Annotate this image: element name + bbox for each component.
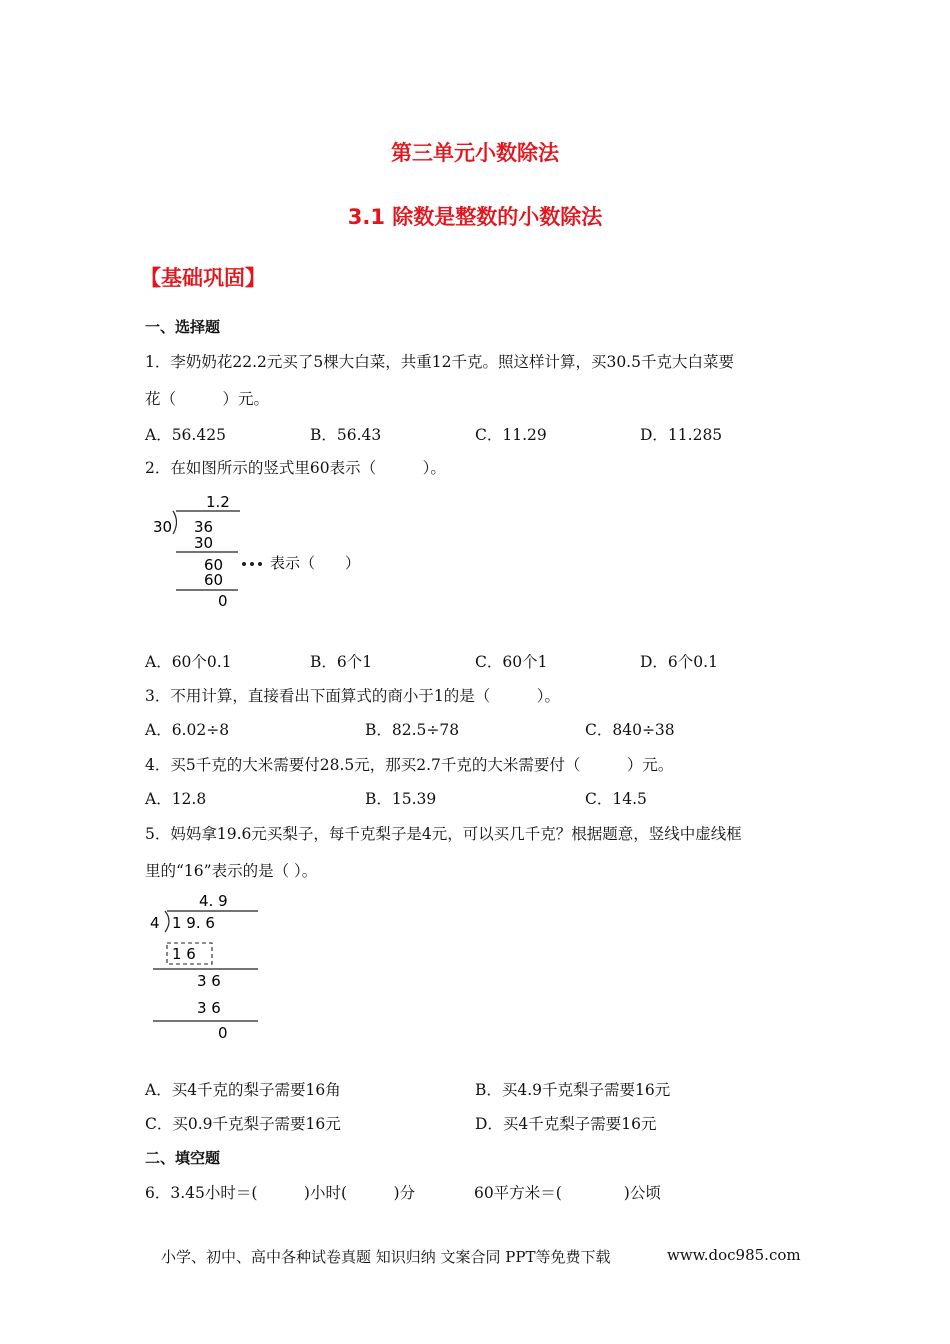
q3-option-b[interactable]: B．82.5÷78 [365, 721, 460, 739]
q2-option-c[interactable]: C．60个1 [475, 653, 548, 671]
question-6-part-1: 6．3.45小时＝( )小时( )分 [145, 1184, 416, 1202]
question-5-line-2: 里的“16”表示的是（ ）。 [145, 862, 318, 880]
q5-option-d[interactable]: D．买4千克梨子需要16元 [475, 1115, 657, 1133]
long-division-figure-1 [148, 488, 398, 613]
long-division-figure-2 [145, 888, 275, 1043]
question-5-line-1: 5．妈妈拿19.6元买梨子，每千克梨子是4元，可以买几千克？根据题意，竖线中虚线框 [145, 825, 742, 843]
q2-fig-step1: 30 [194, 534, 214, 552]
section-title-fill: 二、填空题 [145, 1149, 221, 1167]
q1-option-b[interactable]: B．56.43 [310, 426, 382, 444]
question-4-text: 4．买5千克的大米需要付28.5元，那买2.7千克的大米需要付（ ）元。 [145, 756, 674, 774]
question-1-line-1: 1．李奶奶花22.2元买了5棵大白菜，共重12千克。照这样计算，买30.5千克大白菜要 [145, 353, 734, 371]
q5-fig-quotient: 4. 9 [199, 892, 228, 910]
q2-fig-annotation: 表示（ ） [270, 554, 361, 572]
q3-option-c[interactable]: C．840÷38 [585, 721, 675, 739]
q4-option-b[interactable]: B．15.39 [365, 790, 437, 808]
q2-option-d[interactable]: D．6个0.1 [640, 653, 718, 671]
q2-fig-bracket [173, 511, 177, 534]
q5-option-a[interactable]: A．买4千克的梨子需要16角 [145, 1081, 341, 1099]
question-6-part-2: 60平方米＝( )公顷 [474, 1184, 661, 1202]
q2-fig-step3: 60 [204, 571, 224, 589]
q5-option-b[interactable]: B．买4.9千克梨子需要16元 [475, 1081, 671, 1099]
footer-url[interactable]: www.doc985.com [667, 1246, 801, 1264]
q1-option-a[interactable]: A．56.425 [145, 426, 226, 444]
section-tag: 【基础巩固】 [140, 266, 266, 290]
q3-option-a[interactable]: A．6.02÷8 [145, 721, 230, 739]
q5-fig-divisor: 4 [150, 914, 160, 932]
q1-option-d[interactable]: D．11.285 [640, 426, 723, 444]
q2-fig-remainder: 0 [218, 592, 228, 610]
q2-fig-dividend: 36 [194, 518, 214, 536]
q5-option-c[interactable]: C．买0.9千克梨子需要16元 [145, 1115, 341, 1133]
q2-option-a[interactable]: A．60个0.1 [145, 653, 232, 671]
q5-fig-remainder: 0 [218, 1024, 228, 1042]
q5-fig-bracket [165, 911, 169, 932]
q2-fig-dot-3 [258, 562, 262, 566]
q5-fig-step3: 3 6 [197, 999, 221, 1017]
q2-fig-step2: 60 [204, 556, 224, 574]
section-title-choice: 一、选择题 [145, 318, 221, 336]
q2-option-b[interactable]: B．6个1 [310, 653, 373, 671]
question-3-text: 3．不用计算，直接看出下面算式的商小于1的是（ ）。 [145, 687, 560, 705]
q2-fig-dot-2 [250, 562, 254, 566]
q5-fig-step2: 3 6 [197, 972, 221, 990]
q5-fig-dividend: 1 9. 6 [172, 914, 215, 932]
question-1-line-2: 花（ ）元。 [145, 390, 270, 408]
q5-fig-boxed: 1 6 [172, 945, 196, 963]
q4-option-c[interactable]: C．14.5 [585, 790, 647, 808]
q2-fig-dot-1 [242, 562, 246, 566]
unit-title: 第三单元小数除法 [391, 141, 559, 165]
q4-option-a[interactable]: A．12.8 [145, 790, 207, 808]
q2-fig-divisor: 30 [153, 518, 173, 536]
lesson-title: 3.1 除数是整数的小数除法 [347, 205, 603, 229]
footer-text: 小学、初中、高中各种试卷真题 知识归纳 文案合同 PPT等免费下载 [161, 1248, 611, 1266]
question-2-text: 2．在如图所示的竖式里60表示（ ）。 [145, 459, 446, 477]
q1-option-c[interactable]: C．11.29 [475, 426, 547, 444]
q2-fig-quotient: 1.2 [206, 493, 230, 511]
